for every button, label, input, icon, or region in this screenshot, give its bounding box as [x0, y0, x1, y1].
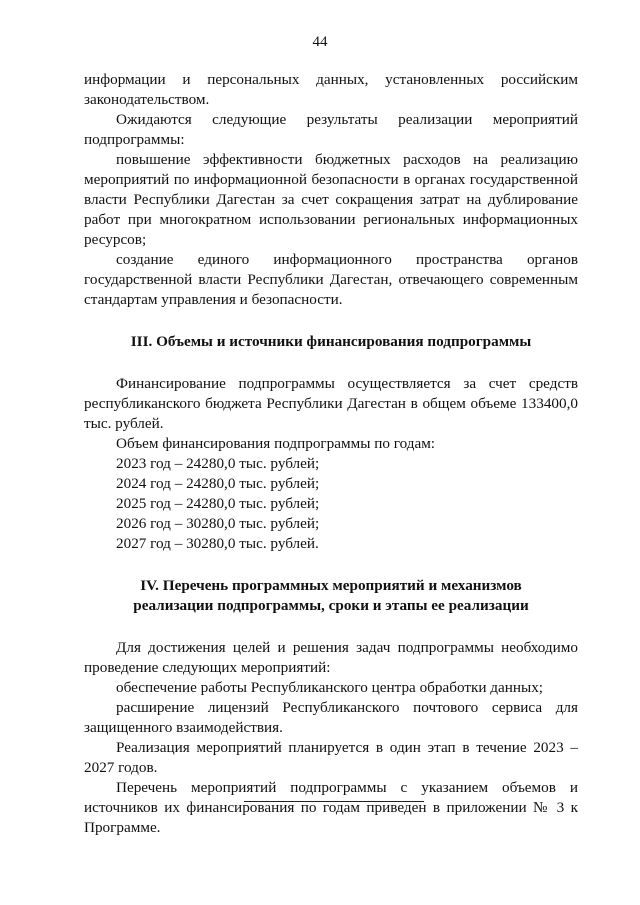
paragraph: Перечень мероприятий подпрограммы с указанием объемов и источников их финансирования по годам приведен в приложении № 3 к Программе.	[84, 779, 578, 836]
section-heading-financing: III. Объемы и источники финансирования подпрограммы	[130, 333, 532, 350]
financing-year-line: 2026 год – 30280,0 тыс. рублей;	[116, 515, 320, 532]
paragraph: создание единого информационного пространства органов государственной власти Республики Дагестан, отвечающего современным стандартам управления и безопасности.	[84, 251, 578, 308]
paragraph: Финансирование подпрограммы осуществляется за счет средств республиканского бюджета Республики Дагестан в общем объеме 133400,0 тыс. рублей.	[84, 375, 578, 432]
closing-rule	[244, 801, 424, 802]
paragraph: Для достижения целей и решения задач подпрограммы необходимо проведение следующих мероприятий:	[84, 639, 578, 676]
section-heading-line: IV. Перечень программных мероприятий и механизмов	[140, 577, 522, 594]
paragraph: Объем финансирования подпрограммы по годам:	[116, 435, 436, 452]
section-heading-line: реализации подпрограммы, сроки и этапы ее реализации	[133, 597, 529, 614]
page-number: 44	[312, 34, 328, 50]
financing-year-line: 2027 год – 30280,0 тыс. рублей.	[116, 535, 319, 552]
paragraph: расширение лицензий Республиканского почтового сервиса для защищенного взаимодействия.	[84, 699, 578, 736]
paragraph: информации и персональных данных, установленных российским законодательством.	[84, 71, 578, 108]
paragraph: Реализация мероприятий планируется в один этап в течение 2023 – 2027 годов.	[84, 739, 578, 776]
document-body	[84, 70, 578, 838]
financing-year-line: 2024 год – 24280,0 тыс. рублей;	[116, 475, 320, 492]
financing-year-line: 2023 год – 24280,0 тыс. рублей;	[116, 455, 320, 472]
paragraph: Ожидаются следующие результаты реализации мероприятий подпрограммы:	[84, 111, 578, 148]
paragraph: обеспечение работы Республиканского центра обработки данных;	[116, 679, 544, 696]
section-heading-measures	[84, 576, 578, 616]
paragraph: повышение эффективности бюджетных расходов на реализацию мероприятий по информационной безопасности в органах государственной власти Республики Дагестан за счет сокращения затрат на дублирование работ при многократном использовании региональных информационных ресурсов;	[84, 151, 578, 248]
financing-year-line: 2025 год – 24280,0 тыс. рублей;	[116, 495, 320, 512]
